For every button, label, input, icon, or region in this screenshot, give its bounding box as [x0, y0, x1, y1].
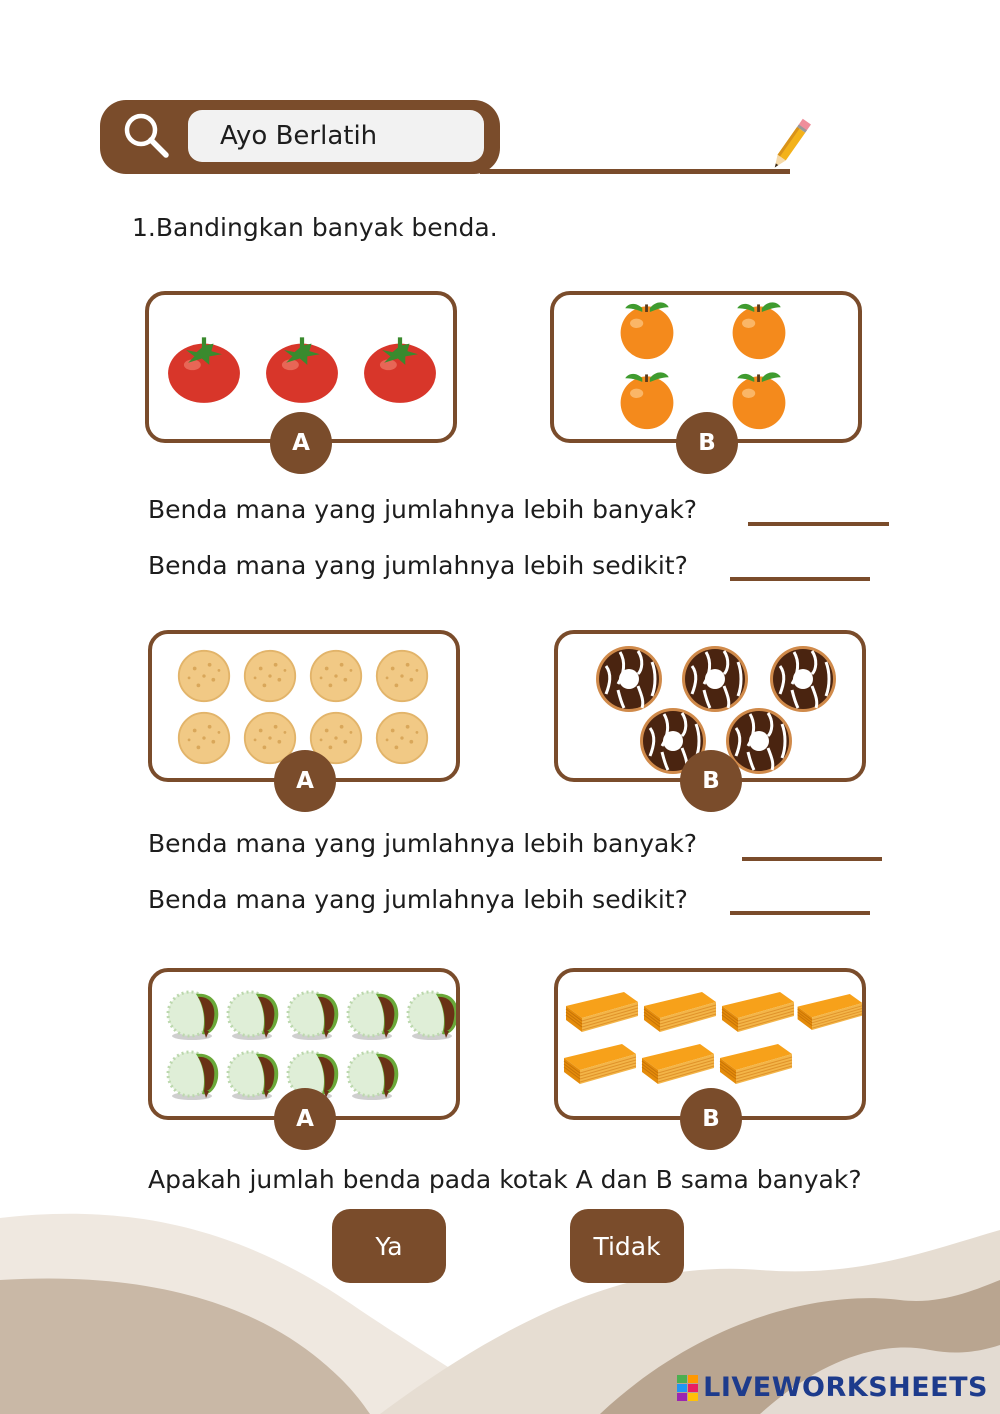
- layer-cake-item: [798, 994, 862, 1030]
- pencil-icon: [764, 114, 816, 174]
- layer-cake-item: [644, 992, 716, 1032]
- donut-item: [682, 646, 748, 712]
- page-title: Ayo Berlatih: [188, 110, 484, 162]
- box-b-label: B: [680, 750, 742, 812]
- green-cake-item: [288, 992, 338, 1040]
- cookie-item: [179, 713, 229, 763]
- search-icon: [122, 111, 172, 161]
- green-cake-item: [348, 992, 398, 1040]
- donut-item: [596, 646, 662, 712]
- tomato-item: [266, 337, 338, 403]
- brand-logo: [677, 1372, 988, 1403]
- green-cake-item: [228, 992, 278, 1040]
- box-b-label: B: [676, 412, 738, 474]
- orange-item: [733, 372, 786, 429]
- cookie-item: [311, 651, 361, 701]
- answer-tidak-button[interactable]: Tidak: [570, 1209, 684, 1283]
- orange-item: [621, 372, 674, 429]
- tomato-item: [364, 337, 436, 403]
- question-same: Apakah jumlah benda pada kotak A dan B sama banyak?: [148, 1165, 862, 1194]
- box-a-label: A: [270, 412, 332, 474]
- answer-blank-less[interactable]: [730, 911, 870, 915]
- layer-cake-item: [564, 1044, 636, 1084]
- answer-ya-button[interactable]: Ya: [332, 1209, 446, 1283]
- tomato-item: [168, 337, 240, 403]
- cookie-item: [377, 713, 427, 763]
- green-cake-item: [348, 1052, 398, 1100]
- donut-item: [770, 646, 836, 712]
- green-cake-item: [408, 992, 456, 1040]
- answer-blank-more[interactable]: [748, 522, 889, 526]
- question-number: 1.: [132, 213, 156, 242]
- header-underline: [480, 169, 790, 174]
- box-a-label: A: [274, 750, 336, 812]
- question-more: Benda mana yang jumlahnya lebih banyak?: [148, 829, 698, 858]
- question-less: Benda mana yang jumlahnya lebih sedikit?: [148, 885, 688, 914]
- cookie-item: [377, 651, 427, 701]
- layer-cake-item: [642, 1044, 714, 1084]
- cookie-item: [179, 651, 229, 701]
- layer-cake-item: [722, 992, 794, 1032]
- brand-name: LIVEWORKSHEETS: [703, 1372, 988, 1403]
- green-cake-item: [168, 1052, 218, 1100]
- question-more: Benda mana yang jumlahnya lebih banyak?: [148, 495, 698, 524]
- cookie-item: [245, 651, 295, 701]
- answer-blank-more[interactable]: [742, 857, 882, 861]
- answer-blank-less[interactable]: [730, 577, 870, 581]
- box-a-label: A: [274, 1088, 336, 1150]
- layer-cake-item: [720, 1044, 792, 1084]
- question-less: Benda mana yang jumlahnya lebih sedikit?: [148, 551, 688, 580]
- question-text: Bandingkan banyak benda.: [155, 213, 498, 242]
- orange-item: [621, 302, 674, 359]
- green-cake-item: [168, 992, 218, 1040]
- orange-item: [733, 302, 786, 359]
- green-cake-item: [228, 1052, 278, 1100]
- layer-cake-item: [566, 992, 638, 1032]
- question-instruction: [132, 213, 498, 242]
- box-b-label: B: [680, 1088, 742, 1150]
- liveworksheets-logo-icon: [677, 1375, 699, 1401]
